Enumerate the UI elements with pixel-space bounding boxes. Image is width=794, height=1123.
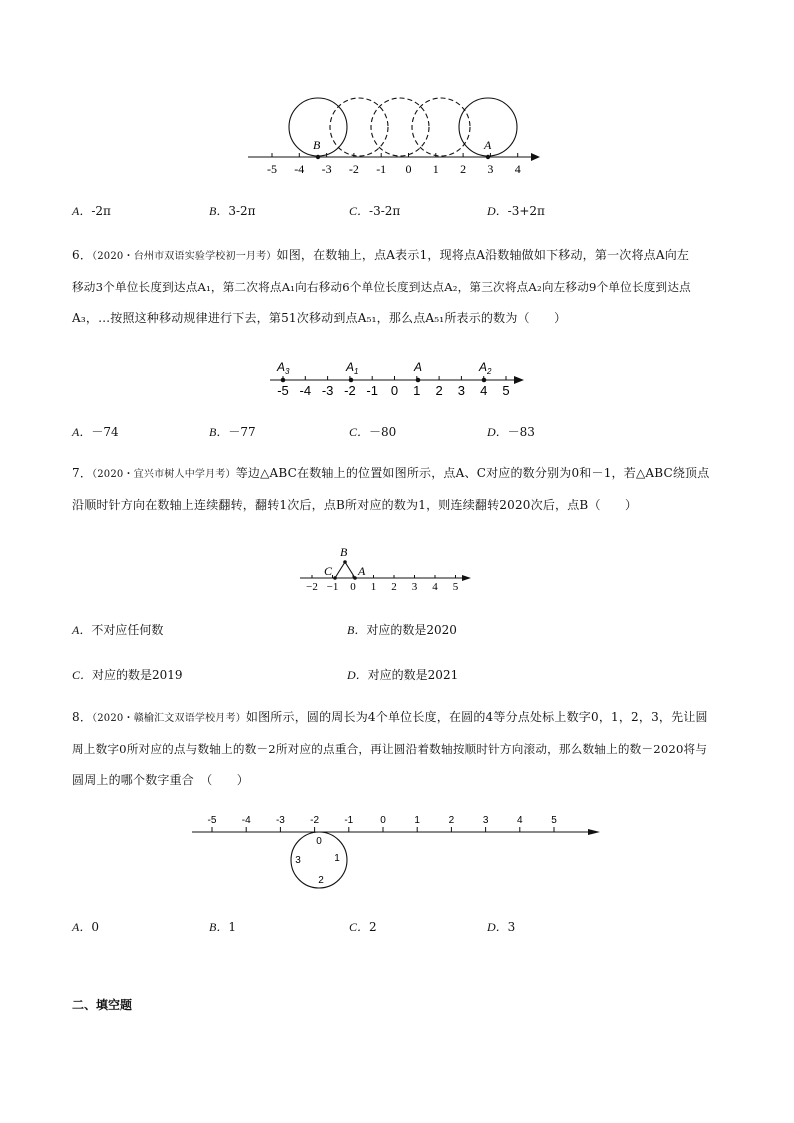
point-a-dot: [416, 378, 421, 383]
q7-option-b: [347, 621, 457, 638]
tick-group: [277, 376, 509, 398]
label-a3: $A_3$: [277, 360, 290, 376]
point-a-dot: [353, 576, 357, 580]
tick-label: -1: [376, 162, 387, 176]
point-a-dot: [486, 155, 490, 159]
label-a2: $A_2$: [479, 360, 492, 376]
option-text: 对应的数是2019: [92, 668, 183, 682]
option-text: 对应的数是2021: [367, 668, 459, 682]
label-a: A: [358, 564, 366, 578]
option-letter: A．: [72, 920, 92, 934]
q7-option-a: [72, 621, 163, 638]
label-b: B: [340, 545, 348, 559]
option-text: 3-2π: [228, 204, 256, 218]
point-a1-dot: [349, 378, 354, 383]
point-b-label: B: [313, 138, 321, 152]
option-letter: C．: [349, 425, 370, 439]
point-a2-dot: [482, 378, 487, 383]
q8-option-a: [72, 918, 99, 935]
tick-label: -4: [299, 383, 312, 398]
tick-label: -2: [310, 815, 320, 826]
q7-line-2: 沿顺时针方向在数轴上连续翻转，翻转1次后，点B所对应的数为1，则连续翻转2020次后，点B（ ）: [72, 498, 638, 512]
tick-label: -5: [277, 383, 289, 398]
point-c-dot: [333, 576, 337, 580]
tick-label: 4: [432, 581, 438, 593]
circle-dashed-3: [412, 98, 470, 156]
circle-digit-0: 0: [316, 836, 322, 847]
triangle-abc: [335, 562, 355, 578]
option-text: 0: [91, 920, 99, 934]
arrow-head-icon: [514, 376, 524, 384]
tick-label: 2: [460, 162, 467, 176]
option-letter: B．: [209, 204, 229, 218]
question-number: 6．: [72, 248, 93, 262]
point-a-label: A: [484, 138, 492, 152]
option-letter: A．: [72, 204, 92, 218]
q7-option-d: [347, 666, 458, 683]
tick-group: [267, 153, 521, 176]
tick-label: -3: [321, 162, 332, 176]
tick-label: -2: [348, 162, 359, 176]
option-text: －77: [228, 425, 256, 439]
q6-option-d: [487, 423, 535, 440]
tick-label: 3: [482, 815, 489, 826]
tick-label: 4: [514, 162, 521, 176]
option-text: -3-2π: [369, 204, 401, 218]
q6-option-b: [209, 423, 256, 440]
q8-option-b: [209, 918, 236, 935]
option-letter: D．: [487, 204, 508, 218]
question-6: [72, 240, 732, 334]
tick-label: -2: [344, 383, 356, 398]
q5-option-b: [209, 202, 256, 219]
figure-a-points: [266, 356, 531, 402]
tick-label: 3: [411, 581, 418, 593]
question-text: 如图，在数轴上，点A表示1，现将点A沿数轴做如下移动，第一次将点A向左: [276, 248, 690, 262]
option-letter: C．: [349, 920, 370, 934]
option-letter: D．: [347, 668, 368, 682]
option-text: 2: [369, 920, 377, 934]
tick-label: 1: [370, 581, 377, 593]
tick-label: -4: [241, 815, 251, 826]
figure-rolling-circle: [188, 810, 608, 896]
question-source: （2020・赣榆汇文双语学校月考）: [92, 713, 246, 724]
label-a1: $A_1$: [346, 360, 359, 376]
tick-label: 5: [452, 581, 459, 593]
tick-label: 4: [517, 815, 523, 826]
option-letter: B．: [209, 920, 229, 934]
circle-digit-2: 2: [318, 875, 324, 886]
q7-option-c: [72, 666, 183, 683]
tick-label: 2: [435, 383, 443, 398]
question-text: 如图所示，圆的周长为4个单位长度，在圆的4等分点处标上数字0，1，2，3，先让圆: [245, 710, 708, 724]
q8-option-c: [349, 918, 377, 935]
tick-label: 5: [551, 815, 557, 826]
question-7: [72, 458, 732, 521]
question-source: （2020・台州市双语实验学校初一月考）: [92, 251, 277, 262]
label-a: A: [414, 360, 423, 374]
option-letter: C．: [349, 204, 370, 218]
q6-option-a: [72, 423, 119, 440]
tick-label: 0: [380, 815, 386, 826]
point-b-dot: [316, 155, 320, 159]
q8-option-d: [487, 918, 515, 935]
q6-line-3: A₃，…按照这种移动规律进行下去，第51次移动到点A₅₁，那么点A₅₁所表示的数为（ ）: [72, 311, 567, 325]
tick-label: 0: [390, 383, 399, 398]
tick-label: -1: [366, 383, 378, 398]
question-text: 等边△ABC在数轴上的位置如图所示，点A、C对应的数分别为0和－1，若△ABC绕顶点: [235, 466, 710, 480]
tick-label: -5: [267, 162, 277, 176]
tick-label: 4: [480, 383, 488, 398]
q5-option-a: [72, 202, 111, 219]
tick-label: 1: [414, 815, 420, 826]
q5-option-c: [349, 202, 400, 219]
tick-label: 1: [413, 383, 421, 398]
q8-line-2: 周上数字0所对应的点与数轴上的数－2所对应的点重合，再让圆沿着数轴按顺时针方向滚动，那么数轴上的数－2020将与: [72, 742, 708, 756]
q6-line-2: 移动3个单位长度到达点A₁，第二次将点A₁向右移动6个单位长度到达点A₂，第三次将点A₂向左移动9个单位长度到达点: [72, 280, 691, 294]
option-letter: D．: [487, 920, 508, 934]
figure-rolling-circles: [240, 92, 550, 182]
option-letter: A．: [72, 425, 92, 439]
tick-group: [208, 815, 558, 832]
tick-label: 2: [391, 581, 397, 593]
circle-digit-3: 3: [295, 855, 301, 866]
arrow-head-icon: [531, 153, 540, 161]
option-text: 不对应任何数: [91, 623, 164, 637]
option-text: -3+2π: [507, 204, 545, 218]
tick-label: 0: [405, 162, 412, 176]
option-letter: B．: [209, 425, 229, 439]
tick-label: −2: [306, 581, 318, 593]
tick-label: −1: [326, 581, 339, 593]
option-letter: A．: [72, 623, 92, 637]
question-number: 7．: [72, 466, 93, 480]
question-number: 8．: [72, 710, 93, 724]
circle-digit-1: 1: [334, 853, 340, 864]
section-title: 二、填空题: [72, 998, 133, 1012]
q5-option-d: [487, 202, 545, 219]
tick-label: -3: [321, 383, 334, 398]
point-b-dot: [343, 560, 347, 564]
option-text: －83: [507, 425, 535, 439]
tick-label: -3: [275, 815, 285, 826]
q7-line-1: [72, 458, 732, 490]
arrow-head-icon: [462, 575, 471, 581]
tick-label: 5: [502, 383, 510, 398]
option-text: -2π: [91, 204, 111, 218]
option-letter: D．: [487, 425, 508, 439]
option-letter: C．: [72, 668, 93, 682]
question-source: （2020・宜兴市树人中学月考）: [92, 469, 236, 480]
q6-option-c: [349, 423, 396, 440]
label-c: C: [324, 564, 333, 578]
arrow-head-icon: [588, 829, 600, 835]
tick-label: 1: [432, 162, 439, 176]
tick-label: -1: [344, 815, 354, 826]
tick-label: 0: [350, 581, 356, 593]
figure-triangle: [296, 542, 476, 594]
option-text: －74: [91, 425, 119, 439]
point-a3-dot: [281, 378, 286, 383]
q8-line-1: [72, 702, 732, 734]
option-letter: B．: [347, 623, 367, 637]
tick-label: 2: [448, 815, 455, 826]
tick-label: 3: [487, 162, 494, 176]
tick-label: -5: [207, 815, 217, 826]
question-8: [72, 702, 732, 796]
tick-label: -4: [294, 162, 305, 176]
option-text: －80: [369, 425, 397, 439]
q8-line-3: 圆周上的哪个数字重合 （ ）: [72, 773, 250, 787]
option-text: 1: [228, 920, 236, 934]
tick-label: 3: [457, 383, 466, 398]
q6-line-1: [72, 240, 732, 272]
option-text: 3: [507, 920, 516, 934]
option-text: 对应的数是2020: [366, 623, 457, 637]
